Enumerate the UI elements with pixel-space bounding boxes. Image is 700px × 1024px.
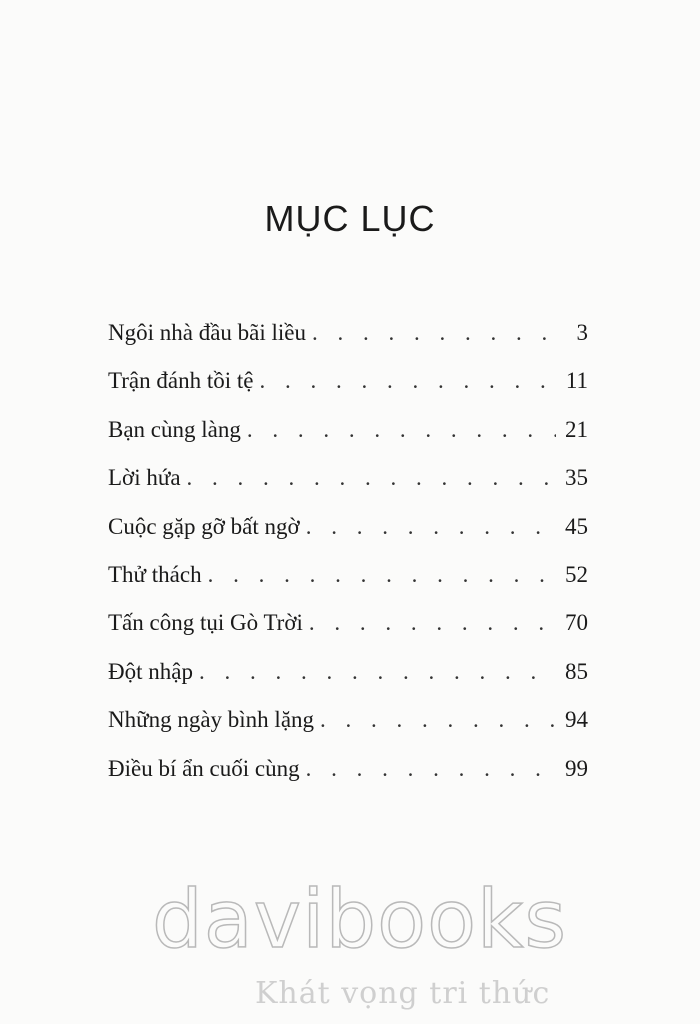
toc-entry-page: 52 xyxy=(565,561,588,587)
toc-entry-title: Những ngày bình lặng xyxy=(108,707,315,733)
toc-entry xyxy=(108,320,588,368)
toc-entry xyxy=(108,610,588,658)
toc-entry-page: 35 xyxy=(565,465,588,491)
watermark-brand: davibooks xyxy=(152,873,568,966)
toc-entry-page: 11 xyxy=(565,368,588,394)
watermark xyxy=(152,873,568,1011)
toc-entry-title: Bạn cùng làng xyxy=(108,416,241,442)
dot-leader xyxy=(309,610,556,636)
dot-leader xyxy=(187,465,556,491)
toc-entry-page: 21 xyxy=(565,416,588,442)
dot-leader xyxy=(199,659,556,685)
toc-entry xyxy=(108,417,588,465)
toc-entry xyxy=(108,756,588,804)
page-title: MỤC LỤC xyxy=(264,198,436,239)
toc-entry-title: Lời hứa xyxy=(108,465,181,491)
toc-entry xyxy=(108,659,588,707)
toc-entry-title: Ngôi nhà đầu bãi liều xyxy=(108,320,307,345)
dot-leader xyxy=(306,756,556,782)
toc-entry-title: Đột nhập xyxy=(108,658,193,684)
toc-entry-page: 85 xyxy=(565,658,588,684)
toc-entry xyxy=(108,368,588,416)
toc-list xyxy=(108,320,588,804)
toc-entry-title: Thử thách xyxy=(108,561,202,587)
toc-entry-title: Tấn công tụi Gò Trời xyxy=(108,610,303,636)
watermark-slogan: Khát vọng tri thức xyxy=(255,976,551,1011)
dot-leader xyxy=(312,320,556,346)
toc-entry xyxy=(108,707,588,755)
toc-entry xyxy=(108,465,588,513)
dot-leader xyxy=(306,514,556,540)
toc-entry-page: 94 xyxy=(565,707,588,733)
toc-entry-page: 3 xyxy=(576,320,588,345)
toc-entry-title: Trận đánh tồi tệ xyxy=(108,368,254,394)
toc-entry-page: 45 xyxy=(565,513,588,539)
toc-entry-title: Cuộc gặp gỡ bất ngờ xyxy=(108,513,300,539)
dot-leader xyxy=(247,417,556,443)
toc-entry-title: Điều bí ẩn cuối cùng xyxy=(108,755,300,781)
dot-leader xyxy=(208,562,556,588)
toc-entry-page: 99 xyxy=(565,755,588,781)
toc-entry-page: 70 xyxy=(565,610,588,636)
dot-leader xyxy=(320,707,556,733)
toc-entry xyxy=(108,562,588,610)
dot-leader xyxy=(259,368,556,394)
toc-entry xyxy=(108,514,588,562)
